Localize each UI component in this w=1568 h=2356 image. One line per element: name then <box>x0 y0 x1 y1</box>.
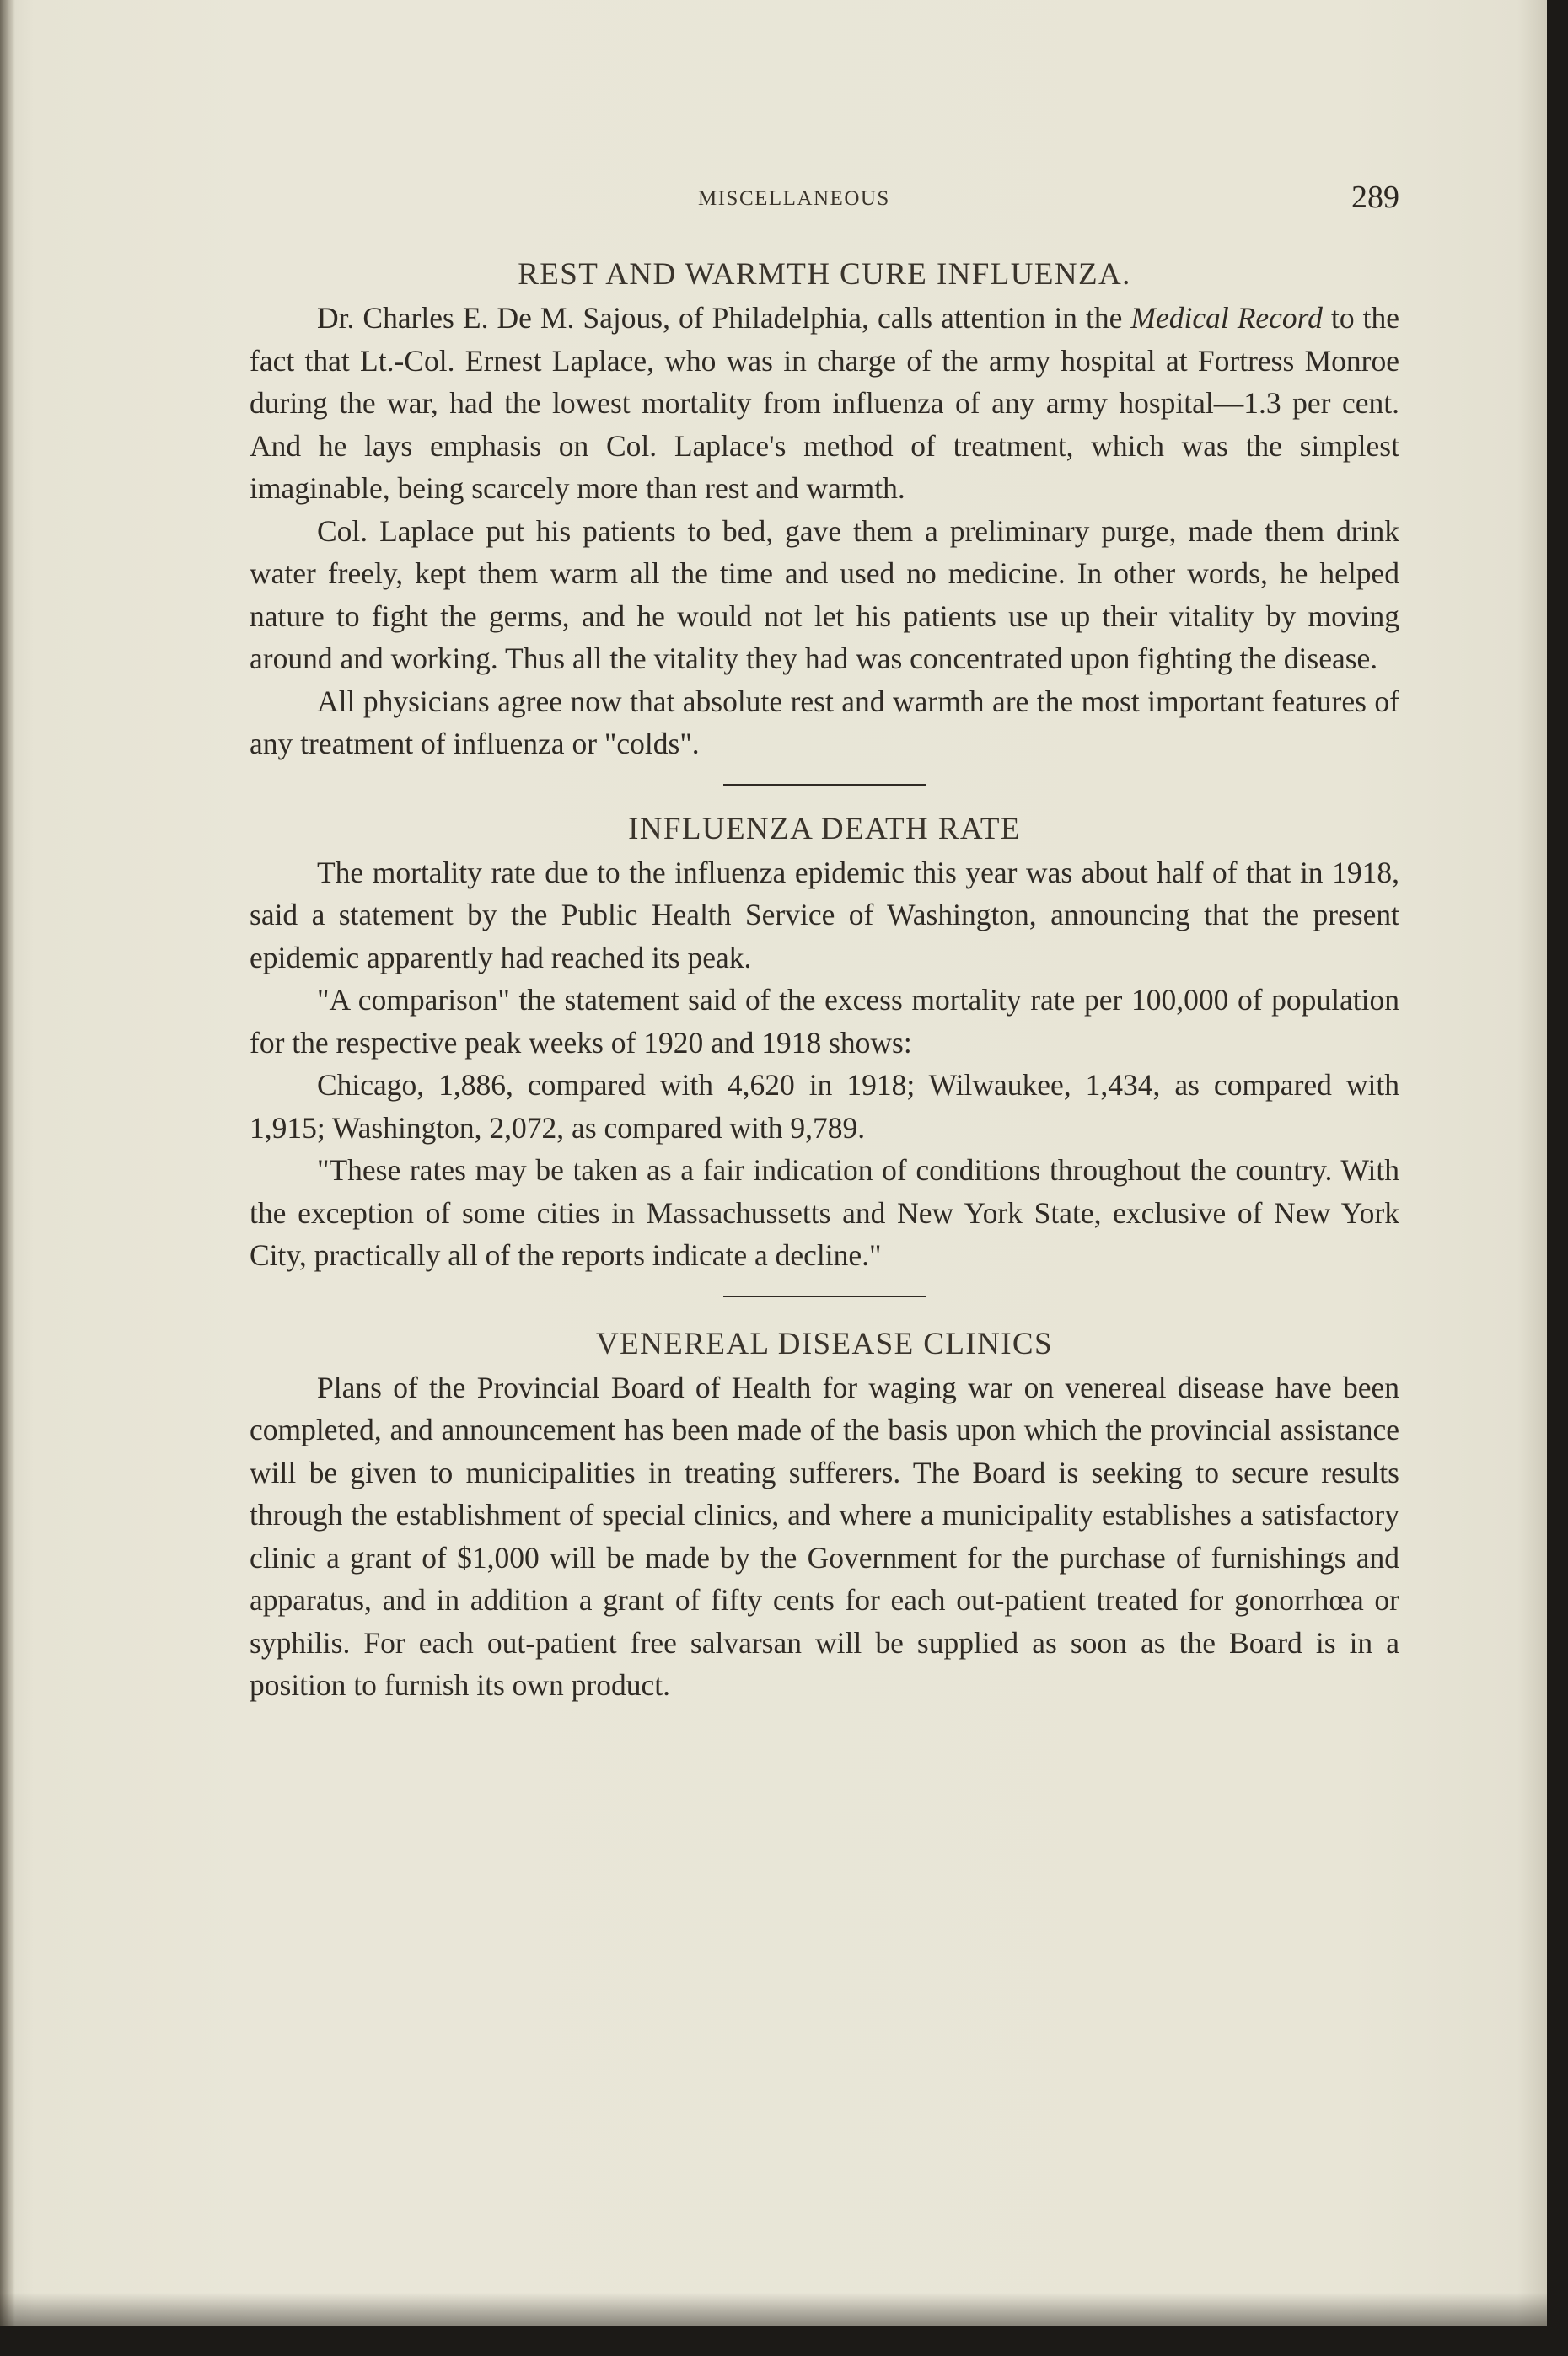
article-title: VENEREAL DISEASE CLINICS <box>596 1326 1053 1361</box>
paragraph: Plans of the Provincial Board of Health for waging war on venereal disease have been completed, and announcement has been made of the basis upon which the provincial assistance will be given to municipalities in treating sufferers. The Board is seeking to secure results through the establishment of special clinics, and where a municipality establishes a satisfactory clinic a grant of $1,000 will be made by the Government for the purchase of furnishings and apparatus, and in addition a grant of fifty cents for each out-patient treated for gonorrhœa or syphilis. For each out-patient free salvarsan will be supplied as soon as the Board is in a position to furnish its own product. <box>250 1370 1399 1702</box>
page-header <box>253 180 1399 226</box>
article-title: INFLUENZA DEATH RATE <box>628 811 1021 846</box>
article-title: REST AND WARMTH CURE INFLUENZA. <box>518 257 1131 292</box>
page-content <box>250 253 1399 1707</box>
paragraph: Col. Laplace put his patients to bed, gave them a preliminary purge, made them drink water freely, kept them warm all the time and used no medicine. In other words, he helped nature to fight the germs, and he would not let his patients use up their vitality by moving around and working. Thus all the vitality they had was concentrated upon fighting the disease. <box>250 513 1399 675</box>
section-divider <box>723 1296 926 1297</box>
paragraph <box>250 297 1399 510</box>
running-head: MISCELLANEOUS <box>698 187 890 210</box>
article-rest-and-warmth <box>250 253 1399 765</box>
article-influenza-death-rate <box>250 808 1399 1277</box>
paragraph-text: to the fact that Lt.-Col. Ernest Laplace, who was in charge of the army hospital at Fortress Monroe during the war, had the lowest mortality from influenza of any army hospital—1.3 per cent. And he lays emphasis on Col. Laplace's method of treatment, which was the simplest imaginable, being scarcely more than rest and warmth. <box>250 301 1399 505</box>
page-number: 289 <box>1351 180 1399 215</box>
paragraph: The mortality rate due to the influenza epidemic this year was about half of that in 1918, said a statement by the Public Health Service of Washington, announcing that the present epidemic apparently had reached its peak. <box>250 855 1399 974</box>
paragraph: "A comparison" the statement said of the excess mortality rate per 100,000 of population for the respective peak weeks of 1920 and 1918 shows: <box>250 983 1399 1060</box>
paragraph: "These rates may be taken as a fair indication of conditions throughout the country. With the exception of some cities in Massachussetts and New York State, exclusive of New York City, practically all of the reports indicate a decline." <box>250 1153 1399 1272</box>
paragraph: Chicago, 1,886, compared with 4,620 in 1918; Wilwaukee, 1,434, as compared with 1,915; Washington, 2,072, as compared with 9,789. <box>250 1068 1399 1145</box>
paragraph: All physicians agree now that absolute rest and warmth are the most important features of any treatment of influenza or "colds". <box>250 684 1399 760</box>
binding-gutter <box>0 0 15 2326</box>
section-divider <box>723 784 926 786</box>
paragraph-text: Dr. Charles E. De M. Sajous, of Philadelphia, calls attention in the <box>317 301 1131 335</box>
article-venereal-disease-clinics <box>250 1323 1399 1707</box>
publication-title: Medical Record <box>1130 301 1323 335</box>
page-edge-shadow <box>0 2293 1547 2326</box>
